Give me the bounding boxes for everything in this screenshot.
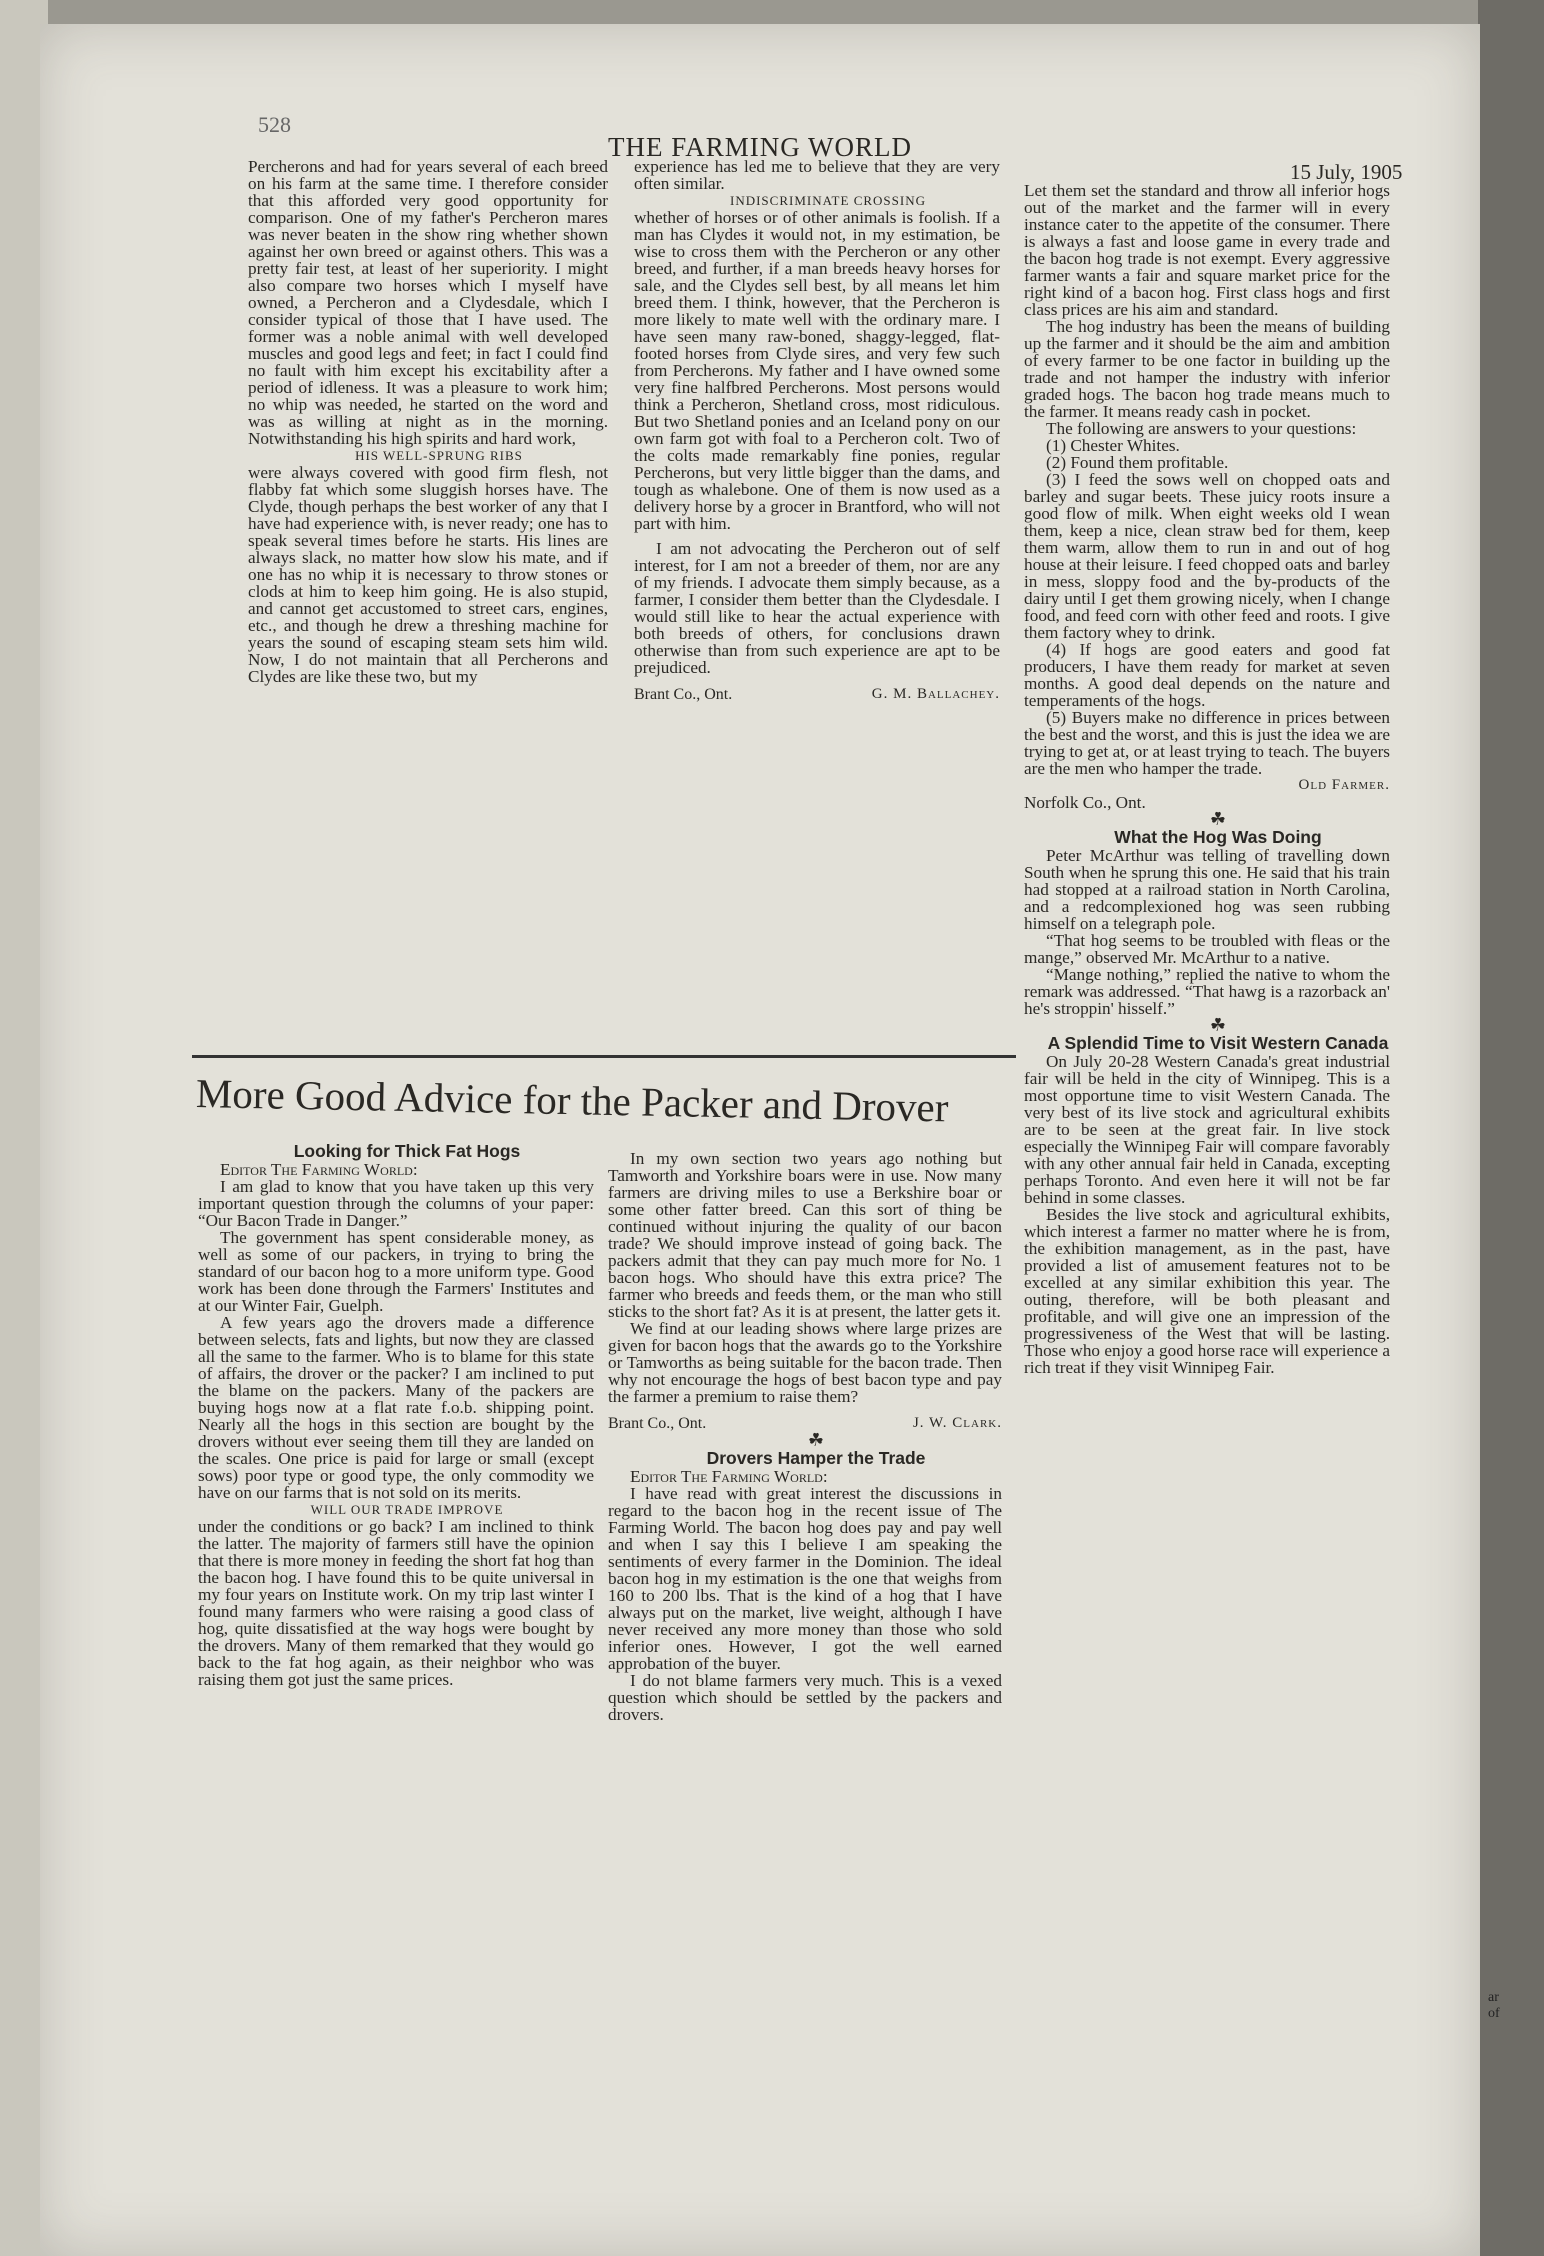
author-name: Old Farmer. bbox=[1298, 777, 1390, 793]
paragraph: I have read with great interest the discussions in regard to the bacon hog in the recent issue of The Farming World. The bacon hog does pay and pay well and when I say this I believe I am speaking the sentiments of every farmer in the Dominion. The ideal bacon hog in my estimation is the one that weighs from 160 to 200 lbs. That is the kind of a hog that I have always put on the market, live weight, although I have never received any more money than those who sold inferior ones. However, I got the well earned approbation of the buyer. bbox=[608, 1484, 1002, 1673]
top-article-column-2 bbox=[634, 158, 1000, 703]
answer-item: (3) I feed the sows well on chopped oats and barley and sugar beets. These juicy roots insure a good flow of milk. When eight weeks old I wean them, keep a nice, clean straw bed for them, keep them warm, allow them to run in and out of hog house at their leisure. I feed chopped oats and barley in mess, sloppy food and the by-products of the dairy until I get them growing nicely, when I change food, and feed corn with other feed and roots. I give them factory whey to drink. bbox=[1024, 470, 1390, 642]
editor-salutation: Editor The Farming World: bbox=[220, 1160, 418, 1179]
section-headline: More Good Advice for the Packer and Drover bbox=[195, 1070, 949, 1131]
author-location: Norfolk Co., Ont. bbox=[1024, 793, 1146, 812]
article-title: A Splendid Time to Visit Western Canada bbox=[1047, 1033, 1389, 1053]
paragraph: experience has led me to believe that they are very often similar. bbox=[634, 157, 1000, 193]
paragraph: whether of horses or of other animals is foolish. If a man has Clydes it would not, in my estimation, be wise to cross them with the Percheron or any other breed, and further, if a man breeds heavy horses for sale, and the Clydes sell best, by all means let him breed them. I think, however, that the Percheron is more likely to mate well with the ordinary mare. I have seen many raw-boned, shaggy-legged, flat-footed horses from Clyde sires, and very few such from Percherons. My father and I have owned some very fine halfbred Percherons. Most persons would think a Percheron, Shetland cross, most ridiculous. But two Shetland ponies and an Iceland pony on our own farm got with foal to a Percheron colt. Two of the colts made remarkably fine ponies, regular Percherons, but very little bigger than the dams, and tough as whalebone. One of them is now used as a delivery horse by a grocer in Brantford, who will not part with him. bbox=[634, 208, 1000, 533]
author-location: Brant Co., Ont. bbox=[634, 686, 733, 703]
paragraph: Percherons and had for years several of each breed on his farm at the same time. I therefore consider that this afforded very good opportunity for comparison. One of my father's Percheron mares was never beaten in the show ring whether shown against her own breed or against others. This was a pretty fair test, at least of her superiority. I might also compare two horses which I myself have owned, a Percheron and a Clydesdale, which I consider typical of those that I have used. The former was a noble animal with well developed muscles and good legs and feet; in fact I could find no fault with him except his excitability after a period of idleness. It was a pleasure to work him; no whip was needed, he started on the word and was as willing at night as in the morning. Notwithstanding his high spirits and hard work, bbox=[248, 157, 608, 448]
top-article-column-1 bbox=[248, 158, 608, 685]
ornament-icon: ☘ bbox=[1209, 809, 1227, 829]
signature-block bbox=[634, 686, 1000, 703]
paragraph: A few years ago the drovers made a difference between selects, fats and lights, but now they are classed all the same to the farmer. Who is to blame for this state of affairs, the drover or the packer? I am inclined to put the blame on the packers. Many of the packers are buying hogs now at a flat rate f.o.b. shipping point. Nearly all the hogs in this section are bought by the drovers without ever seeing them till they are landed on the scales. One price is paid for large or small (except sows) poor type or good type, the only commodity we have on our farms that is not sold on its merits. bbox=[198, 1313, 594, 1502]
paragraph: The government has spent considerable money, as well as some of our packers, in trying to bring the standard of our bacon hog to a more uniform type. Good work has been done through the Farmers' Institutes and at our Winter Fair, Guelph. bbox=[198, 1228, 594, 1315]
paragraph: “That hog seems to be troubled with fleas or the mange,” observed Mr. McArthur to a native. bbox=[1024, 931, 1390, 967]
paragraph: Peter McArthur was telling of travelling down South when he sprung this one. He said that his train had stopped at a railroad station in North Carolina, and a redcomplexioned hog was seen rubbing himself on a telegraph pole. bbox=[1024, 846, 1390, 933]
paragraph: On July 20-28 Western Canada's great industrial fair will be held in the city of Winnipeg. This is a most opportune time to visit Western Canada. The very best of its live stock and agricultural exhibits are to be seen at the great fair. In live stock especially the Winnipeg Fair will compare favorably with any other annual fair held in Canada, excepting perhaps Toronto. And even here it will not be far behind in some classes. bbox=[1024, 1052, 1390, 1207]
author-name: J. W. Clark. bbox=[912, 1415, 1002, 1431]
article-title: Looking for Thick Fat Hogs bbox=[293, 1141, 521, 1161]
answer-item: (2) Found them profitable. bbox=[1046, 453, 1229, 472]
paragraph: The hog industry has been the means of building up the farmer and it should be the aim and ambition of every farmer to be one factor in building up the trade and not hamper the industry with inferior graded hogs. The bacon hog trade means much to the farmer. It means ready cash in pocket. bbox=[1024, 317, 1390, 421]
lower-middle-column bbox=[608, 1150, 1002, 1723]
author-name: G. M. Ballachey. bbox=[871, 686, 1000, 702]
paragraph: Let them set the standard and throw all inferior hogs out of the market and the farmer will in every instance cater to the appetite of the consumer. There is always a fast and loose game in every trade and the bacon hog trade is not exempt. Every aggressive farmer wants a fair and square market price for the right kind of a bacon hog. First class hogs and first class prices are his aim and standard. bbox=[1024, 181, 1390, 319]
section-divider bbox=[192, 1055, 1016, 1058]
section-subhead: WILL OUR TRADE IMPROVE bbox=[310, 1502, 504, 1517]
paragraph: In my own section two years ago nothing but Tamworth and Yorkshire boars were in use. Now many farmers are driving miles to use a Berkshire boar or some other fatter breed. Can this sort of thing be continued without injuring the quality of our bacon trade? We should improve instead of going back. The packers admit that they can pay much more for No. 1 bacon hogs. Who should have this extra price? The farmer who breeds and feeds them, or the man who still sticks to the short fat? As it is at present, the latter gets it. bbox=[608, 1149, 1002, 1321]
ornament-icon: ☘ bbox=[807, 1430, 825, 1450]
paragraph: I am not advocating the Percheron out of self interest, for I am not a breeder of them, nor are any of my friends. I advocate them simply because, as a farmer, I consider them better than the Clydesdale. I would still like to hear the actual experience with both breeds of others, for conclusions drawn otherwise than from such experience are apt to be prejudiced. bbox=[634, 539, 1000, 677]
paragraph: Besides the live stock and agricultural exhibits, which interest a farmer no matter where he is from, the exhibition management, as in the past, have provided a list of amusement features not to be excelled at any similar exhibition this year. The outing, therefore, will be both pleasant and profitable, and will give one an impression of the progressiveness of the West that will be lasting. Those who enjoy a good horse race will experience a rich treat if they visit Winnipeg Fair. bbox=[1024, 1205, 1390, 1377]
issue-date: 15 July, 1905 bbox=[1290, 160, 1403, 184]
paragraph: under the conditions or go back? I am inclined to think the latter. The majority of farmers still have the opinion that there is more money in feeding the short fat hog than the bacon hog. I have found this to be quite universal in my four years on Institute work. On my trip last winter I found many farmers who were raising a good class of hog, quite dissatisfied at the way hogs were bought by the drovers. Many of them remarked that they would go back to the fat hog again, as their neighbor who was raising them got just the same prices. bbox=[198, 1517, 594, 1689]
lower-left-column bbox=[198, 1142, 594, 1688]
answer-item: (4) If hogs are good eaters and good fat producers, I have them ready for market at seven months. A good deal depends on the nature and temperaments of the hogs. bbox=[1024, 640, 1390, 710]
signature-block bbox=[608, 1415, 1002, 1432]
answer-item: (5) Buyers make no difference in prices between the best and the worst, and this is just the idea we are trying to get at, or at least trying to teach. The buyers are the men who hamper the trade. bbox=[1024, 708, 1390, 778]
right-column bbox=[1024, 182, 1390, 1376]
section-subhead: INDISCRIMINATE CROSSING bbox=[730, 193, 926, 208]
answer-item: (1) Chester Whites. bbox=[1046, 436, 1180, 455]
article-title: Drovers Hamper the Trade bbox=[706, 1448, 926, 1468]
article-title: What the Hog Was Doing bbox=[1114, 827, 1322, 847]
paragraph: were always covered with good firm flesh, not flabby fat which some sluggish horses have. The Clyde, though perhaps the best worker of any that I have had experience with, is never ready; one has to speak several times before he starts. His lines are always slack, no matter how slow his mate, and if one has no whip it is necessary to throw stones or clods at him to keep him going. He is also stupid, and cannot get accustomed to street cars, engines, etc., and though he drew a threshing machine for years the sound of escaping steam sets him wild. Now, I do not maintain that all Percherons and Clydes are like these two, but my bbox=[248, 463, 608, 686]
paragraph: The following are answers to your questions: bbox=[1046, 419, 1357, 438]
ornament-icon: ☘ bbox=[1209, 1015, 1227, 1035]
edge-text-fragment: ar of bbox=[1488, 1990, 1500, 2021]
section-subhead: HIS WELL-SPRUNG RIBS bbox=[355, 448, 523, 463]
paragraph: “Mange nothing,” replied the native to whom the remark was addressed. “That hawg is a razorback an' he's stroppin' hisself.” bbox=[1024, 965, 1390, 1018]
scan-right-edge bbox=[1478, 0, 1544, 2256]
author-location: Brant Co., Ont. bbox=[608, 1415, 707, 1432]
paragraph: I do not blame farmers very much. This is a vexed question which should be settled by the packers and drovers. bbox=[608, 1671, 1002, 1724]
paragraph: I am glad to know that you have taken up this very important question through the columns of your paper: “Our Bacon Trade in Danger.” bbox=[198, 1177, 594, 1230]
journal-title: THE FARMING WORLD bbox=[608, 132, 912, 162]
page-number: 528 bbox=[258, 112, 291, 137]
paragraph: We find at our leading shows where large prizes are given for bacon hogs that the awards go to the Yorkshire or Tamworths as being suitable for the bacon trade. Then why not encourage the hogs of best bacon type and pay the farmer a premium to raise them? bbox=[608, 1319, 1002, 1406]
newspaper-page bbox=[40, 24, 1480, 2256]
editor-salutation: Editor The Farming World: bbox=[630, 1467, 828, 1486]
